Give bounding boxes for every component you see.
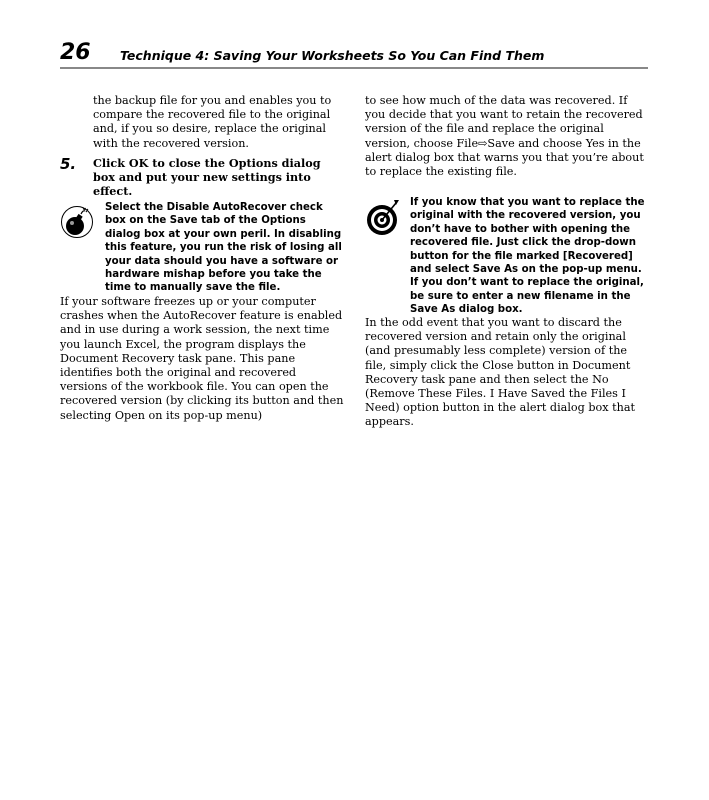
step-text: Click OK to close the Options dialog box and put your new settings into effect. bbox=[93, 156, 321, 199]
left-continuation-paragraph: the backup file for you and enables you to compare the recovered file to the original and, if you so desire, replace the original with the recovered version. bbox=[93, 94, 332, 150]
right-continuation-paragraph: to see how much of the data was recovered. If you decide that you want to retain the recovered version of the file and replace the original version, choose File⇨Save and choose Yes in the alert dialog box that warns you that you’re about to replace the existing file. bbox=[365, 94, 644, 179]
running-title: Technique 4: Saving Your Worksheets So You Can Find Them bbox=[120, 48, 545, 63]
header-rule bbox=[60, 67, 648, 69]
target-icon bbox=[365, 197, 401, 237]
bomb-icon bbox=[60, 203, 94, 239]
tip-note: If you know that you want to replace the original with the recovered version, you don’t have to bother with opening the recovered file. Just click the drop-down button for the file marked [Recovered] and select Save As on the pop-up menu. If you don’t want to replace the original, be sure to enter a new filename in the Save As dialog box. bbox=[410, 197, 645, 316]
left-body-paragraph: If your software freezes up or your computer crashes when the AutoRecover feature is enabled and in use during a work session, the next time you launch Excel, the program displays the Document Recovery task pane. This pane identifies both the original and recovered versions of the workbook file. You can open the recovered version (by clicking its button and then selecting Open on its pop-up menu) bbox=[60, 295, 344, 422]
page-header bbox=[60, 40, 648, 68]
page-number: 26 bbox=[60, 40, 91, 65]
right-body-paragraph: In the odd event that you want to discard the recovered version and retain only the original (and presumably less complete) version of the file, simply click the Close button in Document Recovery task pane and then select the No (Remove These Files. I Have Saved the Files I Need) option button in the alert dialog box that appears. bbox=[365, 316, 635, 429]
warning-note: Select the Disable AutoRecover check box on the Save tab of the Options dialog box at your own peril. In disabling this feature, you run the risk of losing all your data should you have a software or hardware mishap before you take the time to manually save the file. bbox=[105, 202, 342, 294]
step-number: 5. bbox=[60, 155, 77, 173]
